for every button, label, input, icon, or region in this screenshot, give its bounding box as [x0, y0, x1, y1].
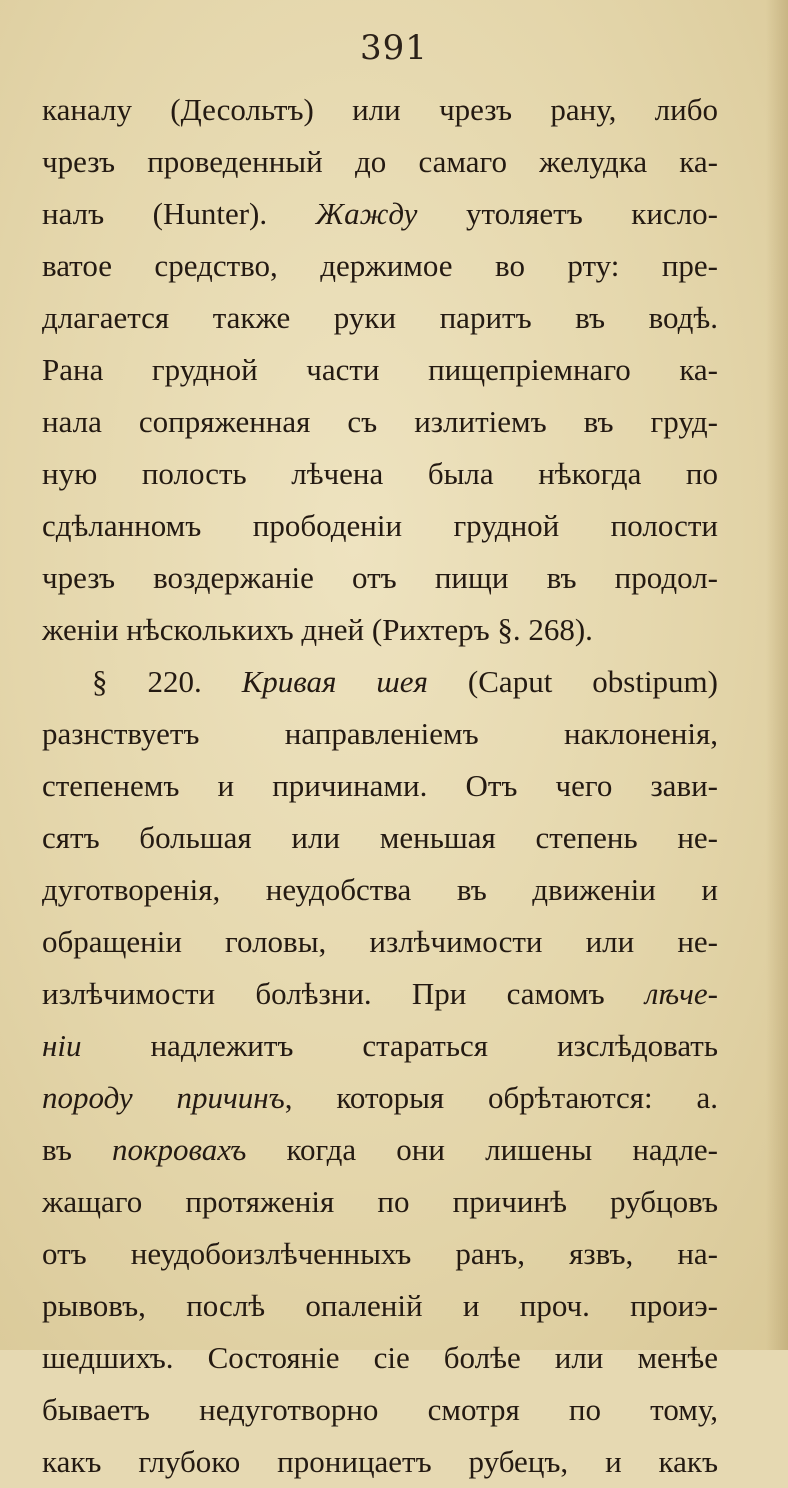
line-text: каналу (Десольтъ) или чрезъ рану, либо [42, 92, 718, 127]
text-line [42, 552, 718, 604]
line-text: излѣчимости болѣзни. При самомъ [42, 976, 645, 1011]
text-line [42, 136, 718, 188]
text-line [42, 708, 718, 760]
line-text: когда они лишены надле- [246, 1132, 718, 1167]
page-edge-shadow [766, 0, 788, 1350]
text-line [42, 1176, 718, 1228]
line-text: въ [42, 1132, 113, 1167]
italic-term: покровахъ [112, 1132, 247, 1167]
line-text: какъ глубоко проницаетъ рубецъ, и какъ [42, 1444, 718, 1479]
text-line [42, 1384, 718, 1436]
italic-term: породу причинъ [42, 1080, 285, 1115]
text-line [42, 604, 718, 656]
line-text: чрезъ проведенный до самаго желудка ка- [42, 144, 718, 179]
italic-term: ніи [42, 1028, 82, 1063]
line-text: чрезъ воздержаніе отъ пищи въ продол- [42, 560, 718, 595]
line-text: сдѣланномъ прободеніи грудной полости [42, 508, 718, 543]
text-line [42, 1072, 718, 1124]
line-text: сятъ большая или меньшая степень не- [42, 820, 718, 855]
line-text: нала сопряженная съ излитіемъ въ груд- [42, 404, 718, 439]
line-text: Рана грудной части пищепріемнаго ка- [42, 352, 718, 387]
line-text: надлежитъ стараться изслѣдовать [81, 1028, 718, 1063]
text-line [42, 1436, 718, 1488]
line-text: жащаго протяженія по причинѣ рубцовъ [42, 1184, 718, 1219]
text-line [42, 292, 718, 344]
text-line [42, 1332, 718, 1384]
italic-term: Жажду [315, 196, 418, 231]
text-line [42, 760, 718, 812]
text-line [42, 1280, 718, 1332]
line-text: женіи нѣсколькихъ дней (Рихтеръ §. 268). [42, 612, 593, 647]
line-text: бываетъ недуготворно смотря по тому, [42, 1392, 718, 1427]
italic-term: Кривая шея [241, 664, 428, 699]
text-line [42, 812, 718, 864]
text-line [42, 656, 718, 708]
text-line [42, 1020, 718, 1072]
line-text: ную полость лѣчена была нѣкогда по [42, 456, 718, 491]
text-line [42, 188, 718, 240]
text-line [42, 448, 718, 500]
text-line [42, 84, 718, 136]
text-line [42, 396, 718, 448]
page-number: 391 [360, 28, 428, 68]
text-line [42, 916, 718, 968]
line-text: рывовъ, послѣ опаленій и проч. проиэ- [42, 1288, 718, 1323]
line-text: § 220. [92, 664, 242, 699]
text-line [42, 344, 718, 396]
line-text: обращеніи головы, излѣчимости или не- [42, 924, 718, 959]
line-text: разнствуетъ направленіемъ наклоненія, [42, 716, 718, 751]
line-text: отъ неудобоизлѣченныхъ ранъ, язвъ, на- [42, 1236, 718, 1271]
line-text: утоляетъ кисло- [417, 196, 718, 231]
body-text [42, 84, 718, 1488]
line-text: шедшихъ. Состояніе сіе болѣе или менѣе [42, 1340, 718, 1375]
italic-term: лѣче- [644, 976, 718, 1011]
line-text: ватое средство, держимое во рту: пре- [42, 248, 718, 283]
text-line [42, 240, 718, 292]
line-text: налъ (Hunter). [42, 196, 316, 231]
line-text: дуготворенія, неудобства въ движеніи и [42, 872, 718, 907]
text-line [42, 968, 718, 1020]
line-text: , которыя обрѣтаются: а. [284, 1080, 718, 1115]
text-line [42, 1124, 718, 1176]
line-text: (Caput obstipum) [427, 664, 718, 699]
text-line [42, 500, 718, 552]
text-line [42, 864, 718, 916]
line-text: степенемъ и причинами. Отъ чего зави- [42, 768, 718, 803]
line-text: длагается также руки паритъ въ водѣ. [42, 300, 718, 335]
text-line [42, 1228, 718, 1280]
